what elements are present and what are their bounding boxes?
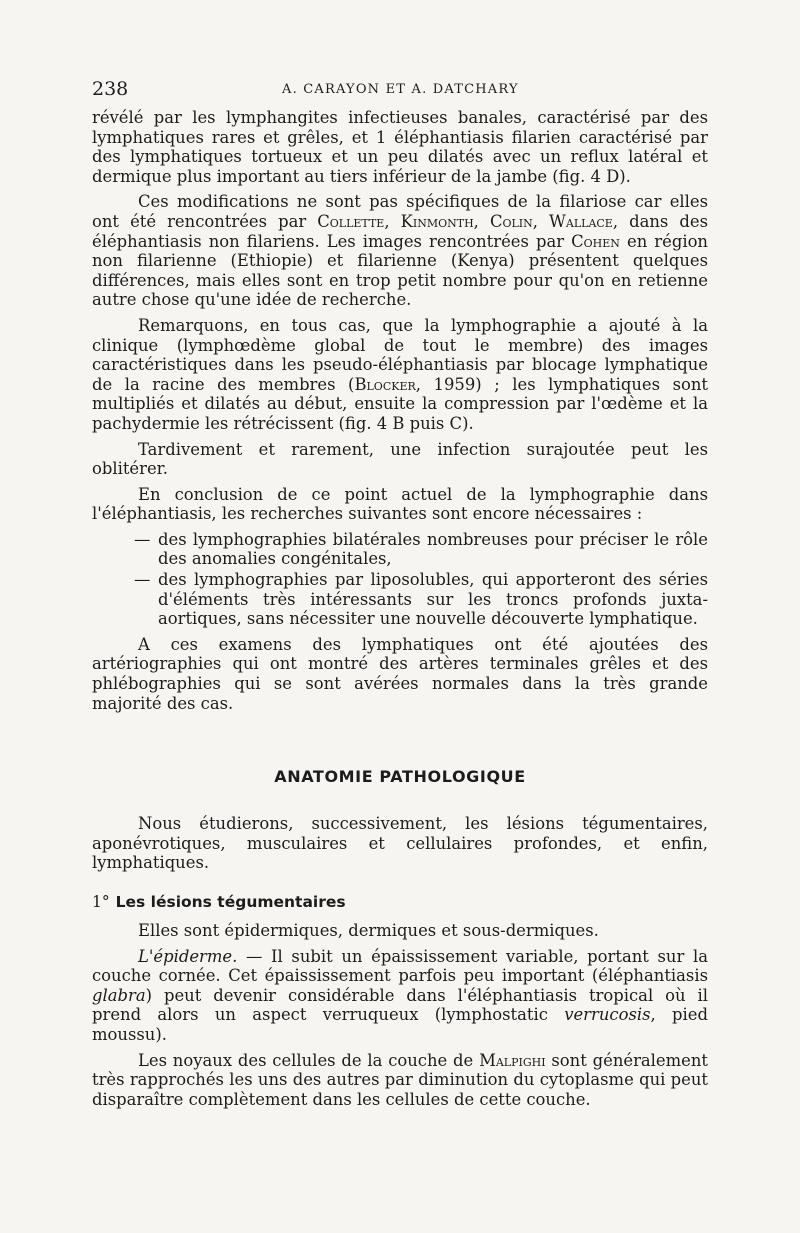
- paragraph-4: Tardivement et rarement, une infection surajoutée peut les oblitérer.: [92, 439, 708, 479]
- lead-term: L'épiderme.: [138, 946, 238, 966]
- list-item: [92, 530, 708, 569]
- running-title: A. CARAYON ET A. DATCHARY: [282, 82, 519, 97]
- paragraph-1: révélé par les lymphangites infectieuses banales, caractérisé par des lymphatiques rares et grêles, et 1 éléphantiasis filarien caractérisé par des lymphatiques tortueux et un peu dilatés avec un reflux latéral et dermique plus important au tiers inférieur de la jambe (fig. 4 D).: [92, 108, 708, 186]
- text-run: Ces modifications ne sont pas spécifiques de la filariose car elles ont été rencontrées par: [92, 192, 708, 231]
- subsection-paragraph-2: [92, 947, 708, 1045]
- text-run: ,: [473, 211, 490, 231]
- text-run: ,: [384, 211, 401, 231]
- subsection-paragraph-1: Elles sont épidermiques, dermiques et sous-dermiques.: [138, 921, 599, 940]
- list-item-text: des lymphographies par liposolubles, qui apporteront des séries d'éléments très intéressants sur les troncs profonds juxta-aortiques, sans nécessiter une nouvelle découverte lymphatique.: [158, 570, 708, 629]
- body-text: [92, 108, 708, 1109]
- italic-term: verrucosis: [564, 1005, 651, 1025]
- author-name: Wallace: [549, 211, 613, 231]
- author-name: Kinmonth: [400, 211, 474, 231]
- author-name: Collette: [317, 211, 385, 231]
- research-list: [92, 530, 708, 629]
- italic-term: glabra: [92, 985, 146, 1005]
- paragraph-5: En conclusion de ce point actuel de la lymphographie dans l'éléphantiasis, les recherches suivantes sont encore nécessaires :: [92, 484, 708, 524]
- author-name: Colin: [489, 211, 533, 231]
- list-item: [92, 570, 708, 629]
- subsection-number: 1°: [92, 893, 110, 911]
- author-name: Blocker: [354, 374, 416, 394]
- subsection-paragraph-3: [92, 1051, 708, 1110]
- text-run: ,: [532, 211, 550, 231]
- running-head: [92, 78, 708, 108]
- subsection-heading: [92, 893, 708, 911]
- dash-bullet: —: [134, 570, 151, 590]
- text-run: , pied moussu).: [92, 1005, 708, 1044]
- dash-bullet: —: [134, 529, 151, 549]
- text-run: ) peut devenir considérable dans l'éléphantiasis tropical où il prend alors un aspect verruqueux (lymphostatic: [92, 985, 708, 1025]
- text-run: Remarquons, en tous cas, que la lymphographie a ajouté à la clinique (lymphœdème global de tout le membre) des images caractéristiques dans les pseudo-éléphantiasis par blocage lymphatique de la racine des membres (: [92, 315, 708, 394]
- section-intro: Nous étudierons, successivement, les lésions tégumentaires, aponévrotiques, musculaires et cellulaires profondes, et enfin, lymphatiques.: [92, 814, 708, 873]
- page-number: 238: [92, 78, 129, 100]
- text-run: — Il subit un épaississement variable, portant sur la couche cornée. Cet épaississement parfois peu important (éléphantiasis: [92, 946, 708, 986]
- author-name: Malpighi: [479, 1050, 546, 1070]
- paragraph-2: [92, 192, 708, 310]
- author-name: Cohen: [571, 231, 620, 251]
- paragraph-3: [92, 316, 708, 434]
- subsection-title: Les lésions tégumentaires: [115, 893, 346, 911]
- paragraph-6: A ces examens des lymphatiques ont été ajoutées des artériographies qui ont montré des artères terminales grêles et des phlébographies qui se sont avérées normales dans la très grande majorité des cas.: [92, 634, 708, 713]
- text-run: en région non filarienne (Ethiopie) et filarienne (Kenya) présentent quelques différences, mais elles sont en trop petit nombre pour qu'on en retienne autre chose qu'une idée de recherche.: [92, 231, 708, 310]
- text-run: , dans des éléphantiasis non filariens. Les images rencontrées par: [92, 211, 708, 251]
- section-heading: ANATOMIE PATHOLOGIQUE: [274, 767, 526, 787]
- text-run: Les noyaux des cellules de la couche de: [138, 1050, 480, 1070]
- list-item-text: des lymphographies bilatérales nombreuses pour préciser le rôle des anomalies congénitales,: [158, 529, 708, 569]
- text-run: sont généralement très rapprochés les uns des autres par diminution du cytoplasme qui peut disparaître complètement dans les cellules de cette couche.: [92, 1050, 709, 1109]
- text-run: , 1959) ; les lymphatiques sont multipliés et dilatés au début, ensuite la compression par l'œdème et la pachydermie les rétrécissent (fig. 4 B puis C).: [92, 374, 708, 433]
